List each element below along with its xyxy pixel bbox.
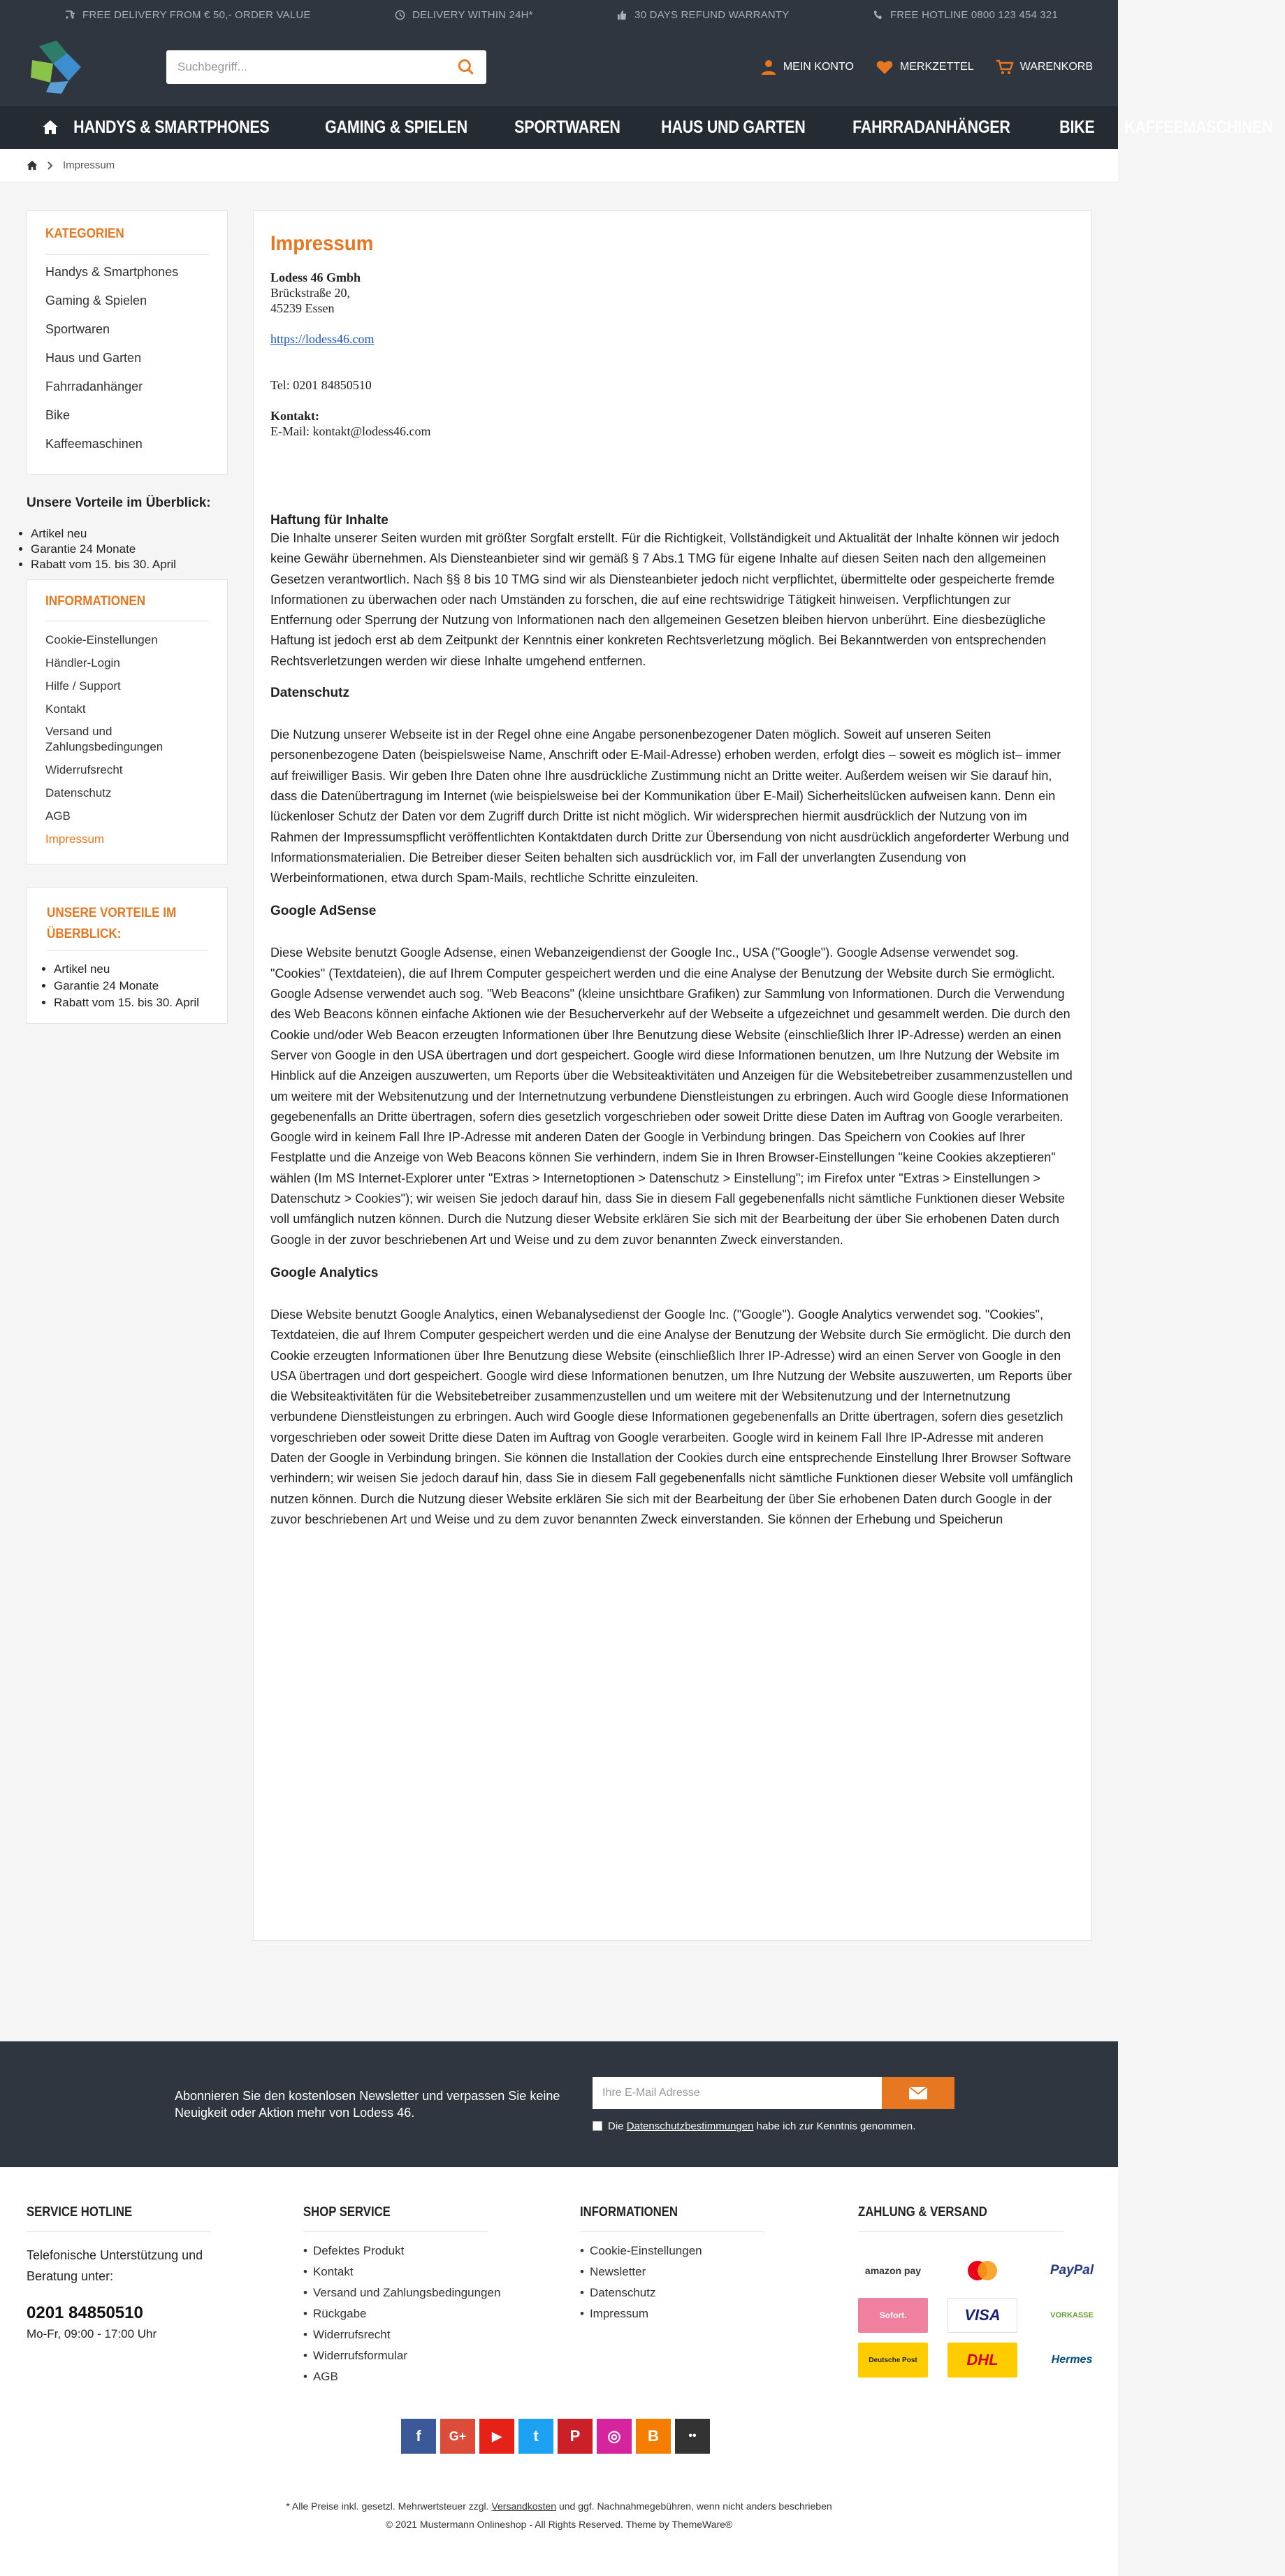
section-text: Diese Website benutzt Google Analytics, einen Webanalysedienst der Google Inc. ("Google"). Google Analytics verwendet sog. "Cookies", Textdateien, die auf Ihrem Computer gespeichert werden und die eine Analyse der Benutzung der Website durch Sie ermöglicht. Die durch den Cookie erzeugten Informationen über Ihre Benutzung diese Website (einschließlich Ihrer IP-Adresse) wird an einen Server von Google in den USA übertragen und dort gespeichert. Google wird diese Informationen benutzen, um Ihre Nutzung der Website auszuwerten, um Reports über die Websiteaktivitäten für die Websitebetreiber zusammenzustellen und um weitere mit der Websitenutzung und der Internetnutzung verbundene Dienstleistungen zu erbringen. Auch wird Google diese Informationen gegebenenfalls an Dritte übertragen, sofern dies gesetzlich vorgeschrieben oder soweit Dritte diese Daten im Auftrag von Google verarbeiten. Google wird in keinem Fall Ihre IP-Adresse mit anderen Daten der Google in Verbindung bringen. Sie können die Installation der Cookies durch eine entsprechende Einstellung Ihrer Browser Software verhindern; wir weisen Sie jedoch darauf hin, dass Sie in diesem Fall gegebenenfalls nicht sämtliche Funktionen dieser Website voll umfänglich nutzen können. Durch die Nutzung dieser Website erklären Sie sich mit der Bearbeitung der über Sie erhobenen Daten durch Google in der zuvor beschriebenen Art und Weise und zu dem zuvor benannten Zweck einverstanden. Sie können der Erhebung und Speicherun [270, 1307, 1073, 1526]
home-icon [42, 120, 59, 135]
footer-heading: SHOP SERVICE [303, 2205, 488, 2232]
legal-text: * Alle Preise inkl. gesetzl. Mehrwertsteuer zzgl. [286, 2501, 492, 2512]
topbar-item-hotline [873, 9, 1058, 21]
instagram-icon[interactable]: ◎ [597, 2419, 632, 2454]
footer-link[interactable]: • Versand und Zahlungsbedingungen [303, 2282, 513, 2303]
vorteile-title: Unsere Vorteile im Überblick: [27, 495, 211, 510]
site-footer [0, 2167, 1118, 2576]
contact-label: Kontakt: [270, 409, 320, 423]
topbar-item-delivery [64, 9, 311, 21]
mastercard-logo [948, 2253, 1017, 2288]
footer-link[interactable]: • Kontakt [303, 2262, 513, 2282]
category-item[interactable]: Kaffeemaschinen [45, 437, 143, 451]
category-item[interactable]: Fahrradanhänger [45, 379, 143, 393]
home-icon[interactable] [27, 160, 38, 171]
vorteile-item: • Rabatt vom 15. bis 30. April [54, 994, 208, 1011]
topbar-label: 30 DAYS REFUND WARRANTY [634, 8, 790, 21]
nav-item-bike[interactable]: BIKE [1059, 117, 1095, 137]
nav-item-sportwaren[interactable]: SPORTWAREN [514, 117, 620, 137]
nav-home[interactable] [42, 106, 59, 150]
footer-link[interactable]: • Defektes Produkt [303, 2241, 513, 2262]
vorteile-box-title: UNSERE VORTEILE IM ÜBERBLICK: [47, 906, 177, 941]
hotline-hours: Mo-Fr, 09:00 - 17:00 Uhr [27, 2327, 157, 2340]
user-icon [761, 59, 776, 75]
informationen-box [27, 579, 228, 864]
wishlist-label: MERKZETTEL [899, 61, 974, 73]
header-actions [761, 59, 1093, 75]
nav-item-kaffeemaschinen[interactable]: KAFFEEMASCHINEN [1124, 117, 1273, 137]
dhl-logo: DHL [948, 2343, 1017, 2378]
shop-logo[interactable] [25, 39, 88, 95]
legal-text: und ggf. Nachnahmegebühren, wenn nicht anders beschrieben [556, 2501, 832, 2512]
category-item[interactable]: Haus und Garten [45, 351, 142, 365]
vorteile-box-list [37, 961, 208, 1011]
main-navigation [0, 105, 1273, 149]
page-content [0, 182, 1118, 2041]
footer-link[interactable]: • Cookie-Einstellungen [580, 2241, 790, 2262]
newsletter-consent [593, 2120, 954, 2132]
search-placeholder: Suchbegriff... [177, 60, 247, 73]
topbar-item-24h [395, 9, 533, 21]
topbar-label: FREE HOTLINE 0800 123 454 321 [890, 8, 1058, 21]
vorteile-list [14, 526, 176, 572]
category-item[interactable]: Gaming & Spielen [45, 294, 147, 307]
heart-icon [876, 59, 893, 75]
impressum-text [270, 513, 1074, 1530]
categories-box [27, 210, 228, 475]
street: Brückstraße 20, [270, 286, 350, 300]
social-links [401, 2419, 710, 2454]
footer-link[interactable]: • Newsletter [580, 2262, 790, 2282]
telephone: Tel: 0201 84850510 [270, 378, 372, 392]
info-list [45, 628, 209, 851]
footer-hotline [27, 2205, 236, 2341]
consent-text: habe ich zur Kenntnis genommen. [753, 2120, 916, 2132]
clock-icon [395, 10, 405, 20]
nav-item-fahrradanhaenger[interactable]: FAHRRADANHÄNGER [852, 117, 1010, 137]
company-name: Lodess 46 Gmbh [270, 270, 361, 284]
info-item-versand[interactable]: Versand und Zahlungsbedingungen [45, 725, 164, 753]
section-heading: Datenschutz [270, 686, 349, 701]
info-title: INFORMATIONEN [45, 594, 146, 609]
main-content [253, 210, 1091, 1941]
footer-shop-service [303, 2205, 513, 2387]
hotline-number[interactable]: 0201 84850510 [27, 2303, 143, 2322]
facebook-icon[interactable]: f [401, 2419, 436, 2454]
cart-label: WARENKORB [1019, 61, 1093, 73]
newsletter-submit-button[interactable] [882, 2077, 954, 2109]
info-item-hilfe[interactable]: Hilfe / Support [45, 679, 121, 693]
visa-logo: VISA [948, 2298, 1017, 2333]
newsletter-form [593, 2077, 954, 2132]
truck-icon [64, 10, 75, 20]
topbar-label: FREE DELIVERY FROM € 50,- ORDER VALUE [82, 8, 311, 21]
payment-logos [858, 2253, 1107, 2378]
amazon-pay-logo: amazon pay [858, 2253, 928, 2288]
cart-button[interactable] [996, 59, 1093, 75]
footer-payment [858, 2205, 1107, 2378]
footer-heading: INFORMATIONEN [580, 2205, 764, 2232]
newsletter-placeholder: Ihre E-Mail Adresse [602, 2086, 700, 2099]
info-item-cookies[interactable]: Cookie-Einstellungen [45, 633, 158, 646]
legal-notice [0, 2497, 1118, 2533]
cart-icon [996, 59, 1013, 75]
section-text: Die Nutzung unserer Webseite ist in der Regel ohne eine Angabe personenbezogener Daten möglich. Soweit auf unseren Seiten personenbezogene Daten (beispielsweise Name, Anschrift oder E-Mail-Adresse) erhoben werden, erfolgt dies – soweit es möglich ist– immer auf freiwilliger Basis. Wir geben Ihre Daten ohne Ihre ausdrückliche Zustimmung nicht an Dritte weiter. Außerdem weisen wir Sie darauf hin, dass die Datenübertragung im Internet (wie beispielsweise bei der Kommunikation über E-Mail) Sicherheitslücken aufweisen kann. Denn ein lückenloser Schutz der Daten vor dem Zugriff durch Dritte ist nicht möglich. Wir widersprechen hiermit ausdrücklich der Nutzung von im Rahmen der Impressumspflicht veröffentlichten Kontaktdaten durch Dritte zur Übersendung von nicht ausdrücklich angeforderter Werbung und Informationsmaterialien. Die Betreiber dieser Seiten behalten sich ausdrücklich vor, im Fall der unverlangten Zusendung von Werbeinformationen, etwa durch Spam-Mails, rechtliche Schritte einzuleiten. [270, 728, 1069, 885]
phone-icon [873, 10, 883, 20]
nav-item-haus-garten[interactable]: HAUS UND GARTEN [661, 117, 806, 137]
category-item[interactable]: Handys & Smartphones [45, 265, 179, 279]
newsletter-text: Abonnieren Sie den kostenlosen Newsletter und verpassen Sie keine Neuigkeit oder Aktion mehr von Lodess 46. [175, 2089, 560, 2120]
copyright: © 2021 Mustermann Onlineshop - All Rights Reserved. Theme by ThemeWare® [385, 2519, 733, 2530]
account-button[interactable] [761, 59, 854, 75]
page-title: Impressum [270, 232, 374, 255]
category-item[interactable]: Bike [45, 408, 71, 422]
search-icon[interactable] [457, 58, 475, 76]
section-text: Diese Website benutzt Google Adsense, einen Webanzeigendienst der Google Inc., USA ("Google"). Google Adsense verwendet sog. "Cookies" (Textdateien), die auf Ihrem Computer gespeichert werden und die eine Analyse der Benutzung der Website durch Sie ermöglicht. Google Adsense verwendet auch sog. "Web Beacons" (kleine unsichtbare Grafiken) zur Sammlung von Informationen. Durch die Verwendung des Web Beacons können einfache Aktionen wie der Besucherverkehr auf der Webseite a ufgezeichnet und gesammelt werden. Die durch den Cookie und/oder Web Beacon erzeugten Informationen über Ihre Benutzung diese Website (einschließlich Ihrer IP-Adresse) werden an einen Server von Google in den USA übertragen und dort gespeichert. Google wird diese Informationen benutzen, um Ihre Nutzung der Website im Hinblick auf die Anzeigen auszuwerten, um Reports über die Websiteaktivitäten und Anzeigen für die Websitebetreiber zusammenzustellen und um weitere mit der Websitenutzung und der Internetnutzung verbundene Dienstleistungen zu erbringen. Auch wird Google diese Informationen gegebenenfalls an Dritte übertragen, sofern dies gesetzlich vorgeschrieben oder soweit Dritte diese Daten im Auftrag von Google verarbeiten. Google wird in keinem Fall Ihre IP-Adresse mit anderen Daten der Google in Verbindung bringen. Das Speichern von Cookies auf Ihrer Festplatte und die Anzeige von Web Beacons können Sie verhindern, indem Sie in Ihren Browser-Einstellungen "keine Cookies akzeptieren" wählen (Im MS Internet-Explorer unter "Extras > Internetoptionen > Datenschutz > Einstellung"; im Firefox unter "Extras > Einstellungen > Datenschutz > Cookies"); wir weisen Sie jedoch darauf hin, dass Sie in diesem Fall gegebenenfalls nicht sämtliche Funktionen dieser Website voll umfänglich nutzen können. Durch die Nutzung dieser Website erklären Sie sich mit der Bearbeitung der über Sie erhobenen Daten durch Google in der zuvor beschriebenen Art und Weise und zu dem zuvor benannten Zweck einverstanden. [270, 946, 1073, 1247]
nav-item-handys[interactable]: HANDYS & SMARTPHONES [73, 117, 270, 137]
account-label: MEIN KONTO [783, 61, 854, 73]
vorteile-item: • Artikel neu [54, 961, 208, 978]
info-item-datenschutz[interactable]: Datenschutz [45, 786, 112, 799]
footer-heading: ZAHLUNG & VERSAND [858, 2205, 1063, 2232]
address-block [270, 270, 1074, 316]
top-bar [0, 0, 1118, 29]
topbar-item-refund [617, 9, 789, 21]
flickr-icon[interactable]: •• [675, 2419, 710, 2454]
breadcrumb [0, 149, 1118, 182]
section-heading: Haftung für Inhalte [270, 513, 389, 528]
wishlist-button[interactable] [876, 59, 974, 75]
privacy-link[interactable]: Datenschutzbestimmungen [626, 2120, 754, 2132]
email: E-Mail: kontakt@lodess46.com [270, 424, 431, 438]
categories-list [45, 258, 209, 458]
footer-heading: SERVICE HOTLINE [27, 2205, 211, 2232]
breadcrumb-current[interactable]: Impressum [63, 159, 115, 171]
footer-link[interactable]: • Widerrufsrecht [303, 2324, 513, 2345]
nav-item-gaming[interactable]: GAMING & SPIELEN [325, 117, 467, 137]
sofort-logo: Sofort. [858, 2298, 928, 2333]
info-item-widerruf[interactable]: Widerrufsrecht [45, 763, 123, 776]
city: 45239 Essen [270, 301, 335, 315]
paypal-logo: PayPal [1037, 2253, 1107, 2288]
vorteile-box [27, 887, 228, 1024]
category-item[interactable]: Sportwaren [45, 322, 110, 336]
chevron-right-icon [48, 161, 53, 170]
blogger-icon[interactable]: B [636, 2419, 671, 2454]
pinterest-icon[interactable]: P [558, 2419, 593, 2454]
section-heading: Google Analytics [270, 1265, 379, 1280]
newsletter-section [0, 2041, 1118, 2167]
vorteile-item: • Artikel neu [31, 526, 176, 542]
footer-link[interactable]: • Datenschutz [580, 2282, 790, 2303]
send-mail-icon [909, 2087, 927, 2099]
footer-link[interactable]: • Widerrufsformular [303, 2345, 513, 2366]
info-item-haendler-login[interactable]: Händler-Login [45, 656, 120, 670]
search-input[interactable] [166, 50, 486, 84]
categories-title: KATEGORIEN [45, 226, 124, 241]
vorkasse-logo: VORKASSE [1037, 2298, 1107, 2333]
newsletter-email-input[interactable] [593, 2077, 882, 2109]
footer-link[interactable]: • AGB [303, 2366, 513, 2387]
topbar-label: DELIVERY WITHIN 24H* [412, 8, 533, 21]
website-link[interactable]: https://lodess46.com [270, 332, 375, 346]
vorteile-item: • Garantie 24 Monate [31, 542, 176, 557]
site-header [0, 29, 1118, 105]
vorteile-item: • Garantie 24 Monate [54, 978, 208, 994]
deutsche-post-logo: Deutsche Post [858, 2343, 928, 2378]
google-plus-icon[interactable]: G+ [440, 2419, 475, 2454]
footer-informationen [580, 2205, 790, 2324]
shipping-costs-link[interactable]: Versandkosten [491, 2501, 557, 2512]
section-text: Die Inhalte unserer Seiten wurden mit größter Sorgfalt erstellt. Für die Richtigkeit, Vollständigkeit und Aktualität der Inhalte können wir jedoch keine Gewähr übernehmen. Als Diensteanbieter sind wir gemäß § 7 Abs.1 TMG für eigene Inhalte auf diesen Seiten nach den allgemeinen Gesetzen verantwortlich. Nach §§ 8 bis 10 TMG sind wir als Diensteanbieter jedoch nicht verpflichtet, übermittelte oder gespeicherte fremde Informationen zu überwachen oder nach Umständen zu forschen, die auf eine rechtswidrige Tätigkeit hinweisen. Verpflichtungen zur Entfernung oder Sperrung der Nutzung von Informationen nach den allgemeinen Gesetzen bleiben hiervon unberührt. Eine diesbezügliche Haftung ist jedoch erst ab dem Zeitpunkt der Kenntnis einer konkreten Rechtsverletzung möglich. Bei Bekanntwerden von entsprechenden Rechtsverletzungen werden wir diese Inhalte umgehend entfernen. [270, 531, 1059, 668]
info-item-impressum[interactable]: Impressum [45, 832, 105, 846]
twitter-icon[interactable]: t [518, 2419, 553, 2454]
vorteile-item: • Rabatt vom 15. bis 30. April [31, 557, 176, 572]
hermes-logo: Hermes [1037, 2343, 1107, 2378]
info-item-agb[interactable]: AGB [45, 809, 71, 823]
info-item-kontakt[interactable]: Kontakt [45, 702, 86, 716]
consent-checkbox[interactable] [593, 2121, 602, 2131]
section-heading: Google AdSense [270, 904, 377, 919]
hotline-description: Telefonische Unterstützung und Beratung unter: [27, 2248, 203, 2283]
footer-link[interactable]: • Rückgabe [303, 2303, 513, 2324]
youtube-icon[interactable]: ▶ [479, 2419, 514, 2454]
consent-text: Die [608, 2120, 627, 2132]
footer-link[interactable]: • Impressum [580, 2303, 790, 2324]
thumbs-up-icon [617, 10, 627, 20]
